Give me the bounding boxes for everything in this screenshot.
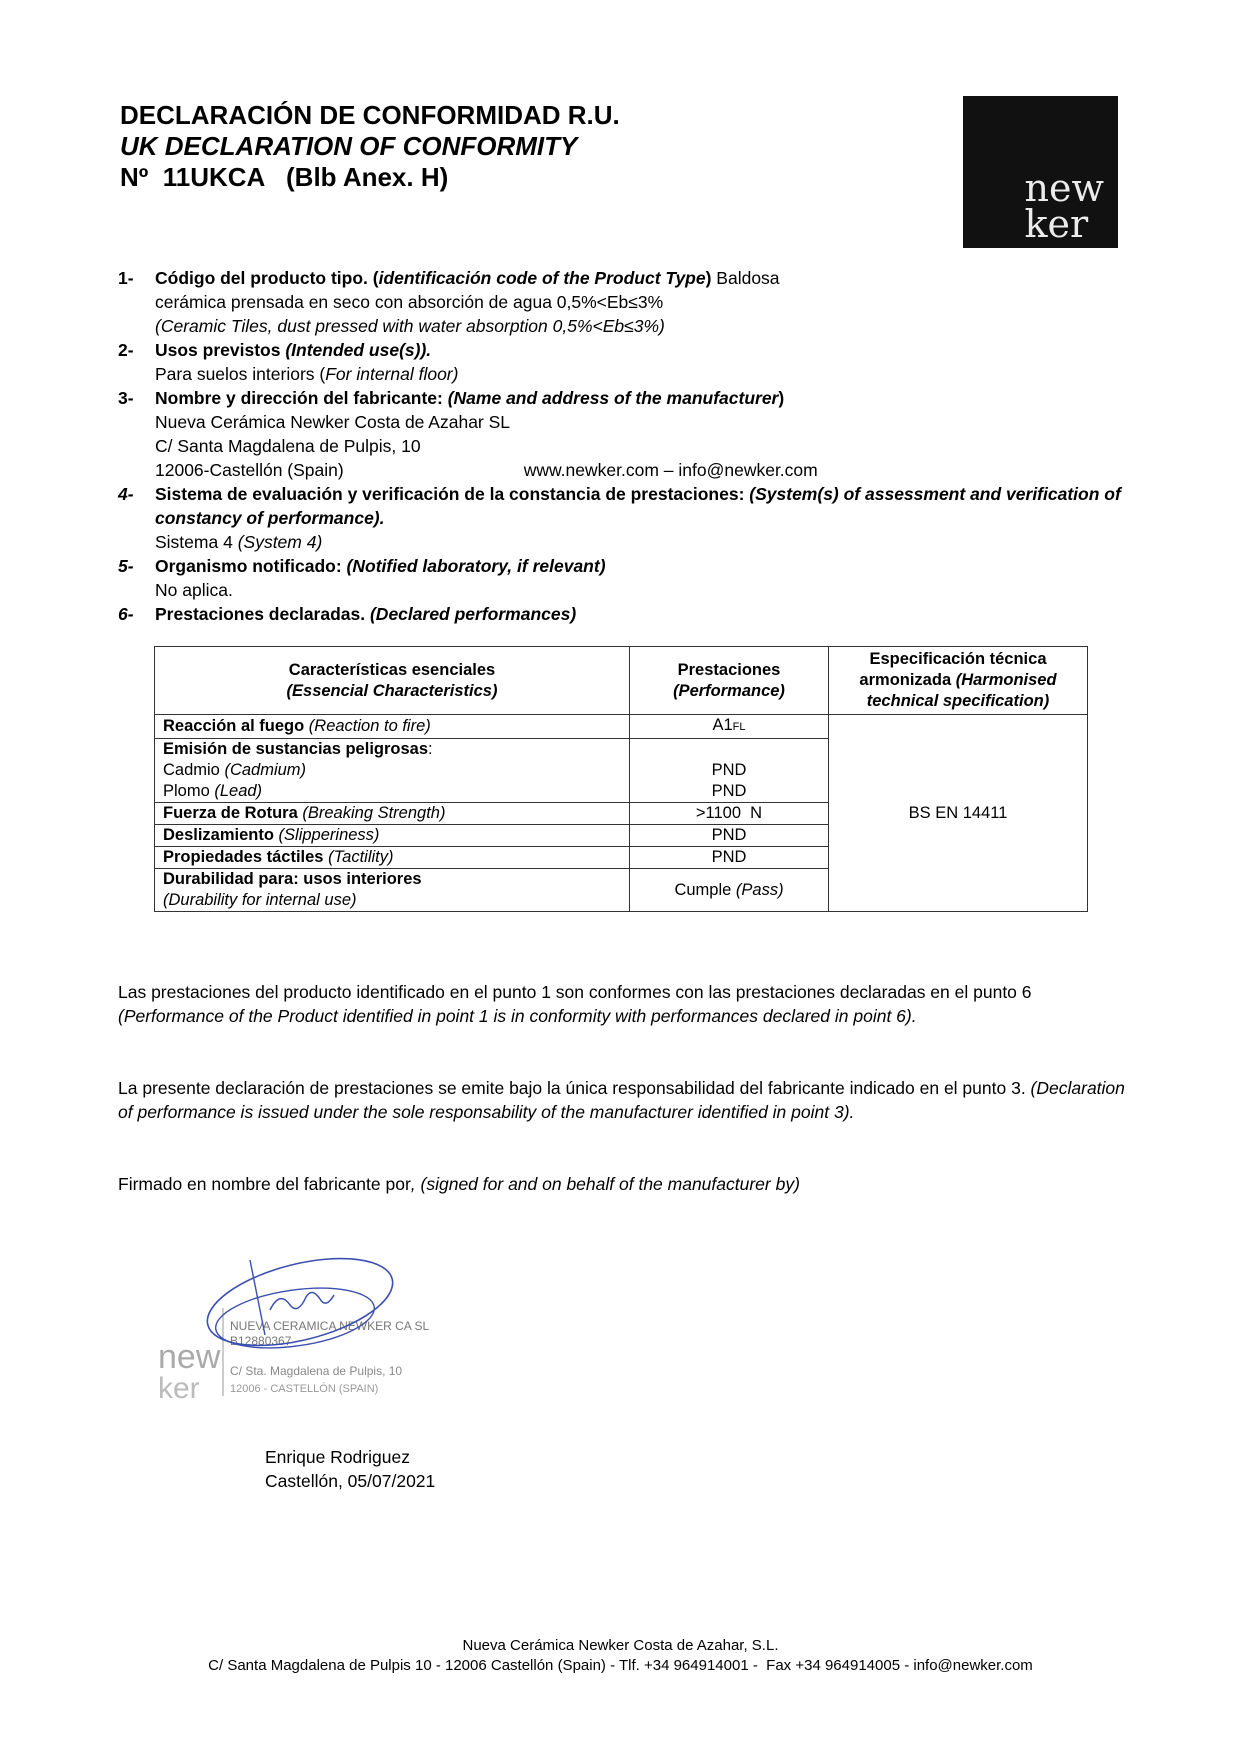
- performance-value: A1: [712, 716, 733, 734]
- characteristic: Fuerza de Rotura: [163, 804, 298, 822]
- paren: ): [778, 388, 785, 408]
- characteristic: Durabilidad para: usos interiores: [163, 870, 422, 888]
- performance-value: PND: [630, 847, 829, 869]
- paragraph-text: Las prestaciones del producto identificado en el punto 1 son conformes con las prestaciones declaradas en el punto 6: [118, 982, 1032, 1002]
- paragraph-text-en: (Performance of the Product identified in point 1 is in conformity with performances declared in point 6).: [118, 1006, 917, 1026]
- section-text: Para suelos interiors (: [155, 364, 326, 384]
- section-number: 2-: [118, 340, 134, 360]
- colon: :: [428, 740, 433, 758]
- page-footer: [0, 1636, 1241, 1676]
- stamp-line-1: NUEVA CERAMICA NEWKER CA SL: [230, 1319, 430, 1333]
- characteristic-en: (Tactility): [328, 848, 394, 866]
- signing-place-date: Castellón, 05/07/2021: [265, 1471, 436, 1491]
- characteristic: Emisión de sustancias peligrosas: [163, 740, 429, 758]
- section-number: 3-: [118, 388, 134, 408]
- section-5: [118, 554, 1128, 602]
- section-label: Sistema de evaluación y verificación de la constancia de prestaciones:: [155, 484, 750, 504]
- sub-characteristic: Cadmio: [163, 761, 225, 779]
- section-label-en: (System(s) of assessment and verification of constancy of performance).: [155, 484, 1121, 528]
- section-label: Nombre y dirección del fabricante:: [155, 388, 448, 408]
- table-header-row: [155, 647, 1088, 715]
- header-text-en: (Performance): [673, 681, 785, 700]
- title-spanish: DECLARACIÓN DE CONFORMIDAD R.U.: [120, 100, 620, 130]
- performance-value: >1100 N: [630, 803, 829, 825]
- section-label-en: (Declared performances): [369, 604, 577, 624]
- paragraph-text-en: (Declaration of performance is issued under the sole responsability of the manufacturer identified in point 3).: [118, 1078, 1125, 1122]
- signature-stamp: [120, 1240, 480, 1400]
- paragraph-text: Firmado en nombre del fabricante por: [118, 1174, 411, 1194]
- responsibility-paragraph: [118, 1076, 1128, 1124]
- sub-characteristic: Plomo: [163, 782, 215, 800]
- section-number: 1-: [118, 268, 134, 288]
- section-6: [118, 602, 1128, 626]
- manufacturer-web-email: www.newker.com – info@newker.com: [523, 460, 818, 480]
- section-label-en: (Notified laboratory, if relevant): [346, 556, 606, 576]
- section-3: [118, 386, 1128, 482]
- performance-value: Cumple: [674, 880, 736, 899]
- characteristic: Propiedades táctiles: [163, 848, 324, 866]
- svg-text:B12880367: B12880367: [230, 1334, 292, 1348]
- title-english: UK DECLARATION OF CONFORMITY: [120, 131, 578, 161]
- header-text: Especificación técnica armonizada: [859, 650, 1047, 689]
- section-label-en: (Name and address of the manufacturer: [447, 388, 779, 408]
- newker-logo: [963, 96, 1118, 248]
- characteristic: Deslizamiento: [163, 826, 274, 844]
- section-label: Prestaciones declaradas.: [155, 604, 370, 624]
- section-text-en: For internal floor): [325, 364, 459, 384]
- characteristic-en: (Reaction to fire): [308, 717, 431, 735]
- svg-text:12006 - CASTELLÓN (SPAIN): 12006 - CASTELLÓN (SPAIN): [230, 1383, 379, 1395]
- section-number: 6-: [118, 604, 134, 624]
- performance-table: [154, 646, 1088, 912]
- performance-value: PND: [711, 761, 747, 779]
- header-spec: [829, 647, 1088, 715]
- header-performance: [630, 647, 829, 715]
- header-characteristics: [155, 647, 630, 715]
- paragraph-text: La presente declaración de prestaciones se emite bajo la única responsabilidad del fabricante indicado en el punto 3.: [118, 1078, 1031, 1098]
- paragraph-text-en: , (signed for and on behalf of the manufacturer by): [410, 1174, 800, 1194]
- section-label: Usos previstos: [155, 340, 286, 360]
- header-text-en: (Harmonised technical specification): [866, 671, 1057, 710]
- logo-line-2: ker: [1024, 202, 1089, 246]
- footer-company: Nueva Cerámica Newker Costa de Azahar, S.L.: [462, 1637, 779, 1654]
- stamp-logo-text: new: [158, 1338, 221, 1376]
- section-number: 4-: [118, 484, 134, 504]
- declaration-sections: [118, 266, 1128, 626]
- section-2: [118, 338, 1128, 386]
- section-text: No aplica.: [155, 580, 233, 600]
- section-text: cerámica prensada en seco con absorción de agua 0,5%<Eb≤3%: [155, 292, 664, 312]
- svg-text:C/ Sta. Magdalena de Pulpis, 1: C/ Sta. Magdalena de Pulpis, 10: [230, 1364, 403, 1378]
- characteristic-en: (Durability for internal use): [163, 891, 357, 909]
- conformity-paragraph: [118, 980, 1128, 1028]
- section-1: [118, 266, 1128, 338]
- declaration-number: Nº 11UKCA (Blb Anex. H): [120, 162, 449, 192]
- performance-subscript: FL: [732, 721, 746, 733]
- manufacturer-street: C/ Santa Magdalena de Pulpis, 10: [155, 436, 421, 456]
- header-text: Prestaciones: [677, 660, 781, 679]
- signature-icon: [120, 1240, 480, 1400]
- footer-contact: C/ Santa Magdalena de Pulpis 10 - 12006 Castellón (Spain) - Tlf. +34 964914001 - Fax +34 964914005 - info@newker.com: [208, 1657, 1033, 1674]
- performance-value: PND: [711, 782, 747, 800]
- signer-block: [265, 1445, 435, 1493]
- svg-text:ker: ker: [158, 1372, 200, 1400]
- sub-characteristic-en: (Cadmium): [224, 761, 307, 779]
- section-text-en: (Ceramic Tiles, dust pressed with water absorption 0,5%<Eb≤3%): [155, 316, 665, 336]
- characteristic: Reacción al fuego: [163, 717, 305, 735]
- characteristic-en: (Slipperiness): [278, 826, 380, 844]
- section-number: 5-: [118, 556, 134, 576]
- spec-cell: [829, 715, 1088, 912]
- manufacturer-city: 12006-Castellón (Spain): [155, 460, 344, 480]
- logo-line-1: new: [1024, 166, 1104, 210]
- section-label-en: (Intended use(s)).: [285, 340, 432, 360]
- section-4: [118, 482, 1128, 554]
- document-title: [120, 100, 620, 193]
- manufacturer-name: Nueva Cerámica Newker Costa de Azahar SL: [155, 412, 511, 432]
- section-text: Sistema 4: [155, 532, 238, 552]
- section-label: Código del producto tipo. (: [155, 268, 379, 288]
- section-text: Baldosa: [711, 268, 780, 288]
- paren: ): [705, 268, 712, 288]
- performance-value-en: (Pass): [735, 880, 784, 899]
- header-text-en: (Essencial Characteristics): [286, 681, 498, 700]
- section-label-en: identificación code of the Product Type: [378, 268, 706, 288]
- section-text-en: (System 4): [237, 532, 323, 552]
- spec-value: BS EN 14411: [908, 803, 1008, 822]
- header-text: Características esenciales: [288, 660, 496, 679]
- signer-name: Enrique Rodriguez: [265, 1447, 410, 1467]
- sub-characteristic-en: (Lead): [214, 782, 263, 800]
- characteristic-en: (Breaking Strength): [302, 804, 446, 822]
- section-label: Organismo notificado:: [155, 556, 347, 576]
- signed-by-paragraph: [118, 1172, 1128, 1196]
- table-row: [155, 715, 1088, 739]
- performance-value: PND: [630, 825, 829, 847]
